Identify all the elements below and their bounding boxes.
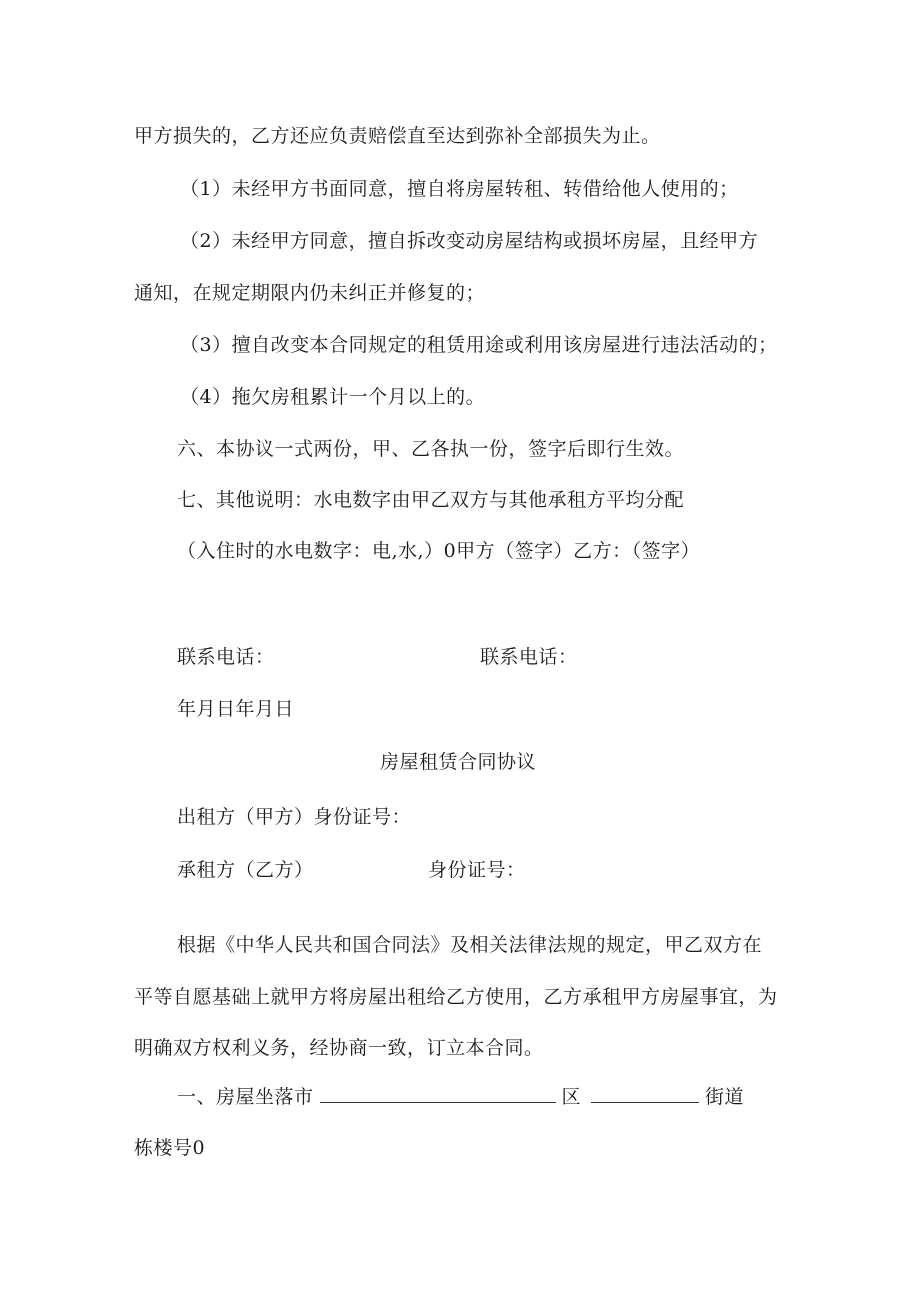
paragraph-line-2: 平等自愿基础上就甲方将房屋出租给乙方使用，乙方承租甲方房屋事宜，为 bbox=[134, 986, 778, 1008]
paragraph-line-3: 明确双方权利义务，经协商一致，订立本合同。 bbox=[134, 1037, 544, 1059]
clause-item-4: （4）拖欠房租累计一个月以上的。 bbox=[180, 386, 486, 408]
clause-text: 甲方损失的，乙方还应负责赔偿直至达到弥补全部损失为止。 bbox=[134, 125, 661, 147]
district-blank[interactable] bbox=[591, 1084, 699, 1103]
district-label: 区 bbox=[561, 1086, 582, 1108]
street-label: 街道 bbox=[705, 1086, 745, 1108]
clause-six: 六、本协议一式两份，甲、乙各执一份，签字后即行生效。 bbox=[177, 438, 685, 460]
clause-item-2: （2）未经甲方同意，擅自拆改变动房屋结构或损坏房屋，且经甲方 bbox=[180, 230, 759, 252]
lessee-id: 身份证号： bbox=[428, 859, 526, 881]
contact-right: 联系电话： bbox=[480, 646, 578, 668]
date-line: 年月日年月日 bbox=[177, 698, 295, 720]
section-one-prefix: 一、房屋坐落市 bbox=[177, 1086, 314, 1108]
section-one bbox=[177, 1084, 744, 1109]
contract-title: 房屋租赁合同协议 bbox=[380, 751, 537, 773]
meter-readings: （入住时的水电数字：电,水,）0甲方（签字）乙方：（签字） bbox=[177, 540, 701, 562]
city-blank[interactable] bbox=[320, 1084, 556, 1103]
contact-left: 联系电话： bbox=[177, 646, 275, 668]
clause-seven: 七、其他说明：水电数字由甲乙双方与其他承租方平均分配 bbox=[177, 489, 685, 511]
lessor-line: 出租方（甲方）身份证号： bbox=[177, 806, 412, 828]
clause-item-3: （3）擅自改变本合同规定的租赁用途或利用该房屋进行违法活动的； bbox=[180, 334, 778, 356]
lessee-line: 承租方（乙方） bbox=[177, 859, 314, 881]
clause-item-2-cont: 通知，在规定期限内仍未纠正并修复的； bbox=[134, 282, 486, 304]
section-one-cont: 栋楼号0 bbox=[134, 1137, 206, 1159]
paragraph-line-1: 根据《中华人民共和国合同法》及相关法律法规的规定，甲乙双方在 bbox=[177, 934, 763, 956]
clause-item-1: （1）未经甲方书面同意，擅自将房屋转租、转借给他人使用的； bbox=[180, 178, 739, 200]
